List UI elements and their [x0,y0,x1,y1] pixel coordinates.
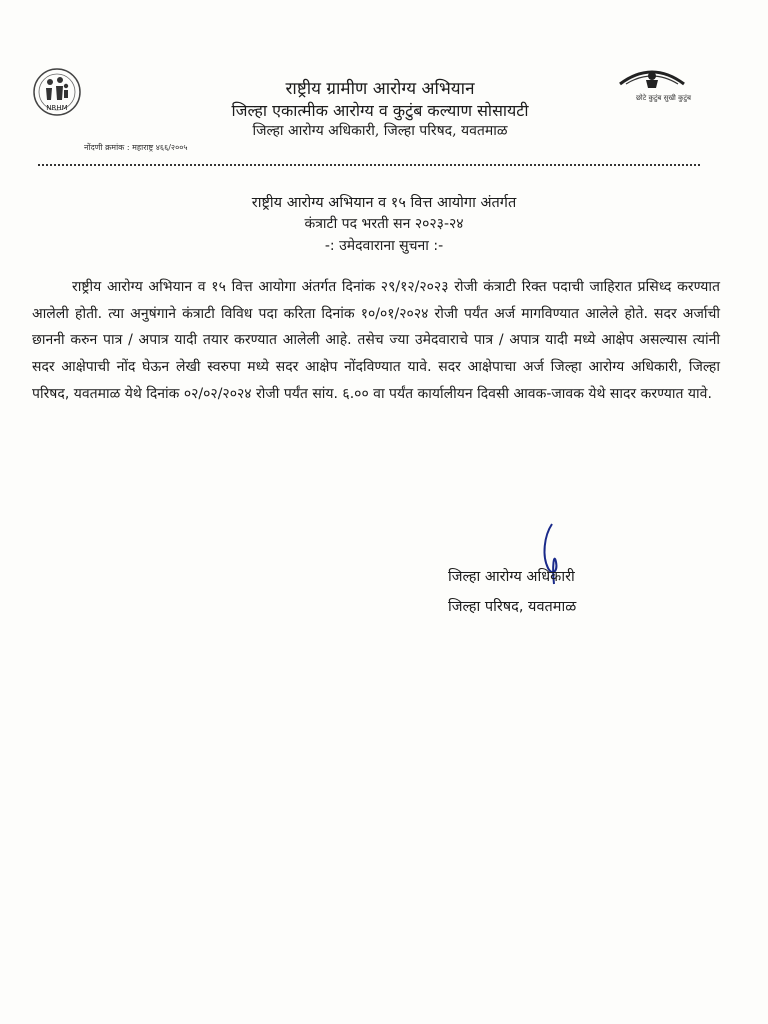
header-office-name: जिल्हा आरोग्य अधिकारी, जिल्हा परिषद, यवतमाळ [252,123,508,139]
nrhm-logo-icon [28,66,86,118]
notice-title-line1: राष्ट्रीय आरोग्य अभियान व १५ वित्त आयोगा अंतर्गत [251,195,517,211]
registration-number: नोंदणी क्रमांक : महाराष्ट्र ४६६/२००५ [84,143,188,152]
svg-text:NRHM: NRHM [46,104,68,112]
logo-caption: छोटे कुटुंब सुखी कुटुंब [636,94,691,102]
header-society-name: जिल्हा एकात्मीक आरोग्य व कुटुंब कल्याण सोसायटी [231,101,529,120]
dotted-divider [38,164,700,166]
notice-title-line2: कंत्राटी पद भरती सन २०२३-२४ [304,216,464,232]
signatory-designation: जिल्हा आरोग्य अधिकारी [448,569,575,585]
signatory-office: जिल्हा परिषद, यवतमाळ [448,599,577,615]
header-org-name: राष्ट्रीय ग्रामीण आरोग्य अभियान [285,79,475,99]
notice-paragraph: राष्ट्रीय आरोग्य अभियान व १५ वित्त आयोगा अंतर्गत दिनांक २९/१२/२०२३ रोजी कंत्राटी रिक्त पदाची जाहिरात प्रसिध्द करण्यात आलेली होती. त्या अनुषंगाने कंत्राटी विविध पदा करिता दिनांक १०/०१/२०२४ रोजी पर्यंत अर्ज मागविण्यात आलेले होते. सदर अर्जाची छाननी करुन पात्र / अपात्र यादी तयार करण्यात आलेली आहे. तसेच ज्या उमेदवाराचे पात्र / अपात्र यादी मध्ये आक्षेप असल्यास त्यांनी सदर आक्षेपाची नोंद घेऊन लेखी स्वरुपा मध्ये सदर आक्षेप नोंदविण्यात यावे. सदर आक्षेपाचा अर्ज जिल्हा आरोग्य अधिकारी, जिल्हा परिषद, यवतमाळ येथे दिनांक ०२/०२/२०२४ रोजी पर्यंत सांय. ६.०० वा पर्यंत कार्यालीयन दिवसी आवक-जावक येथे सादर करण्यात यावे. [32,279,720,402]
notice-title-line3: -: उमेदवाराना सुचना :- [324,238,444,254]
